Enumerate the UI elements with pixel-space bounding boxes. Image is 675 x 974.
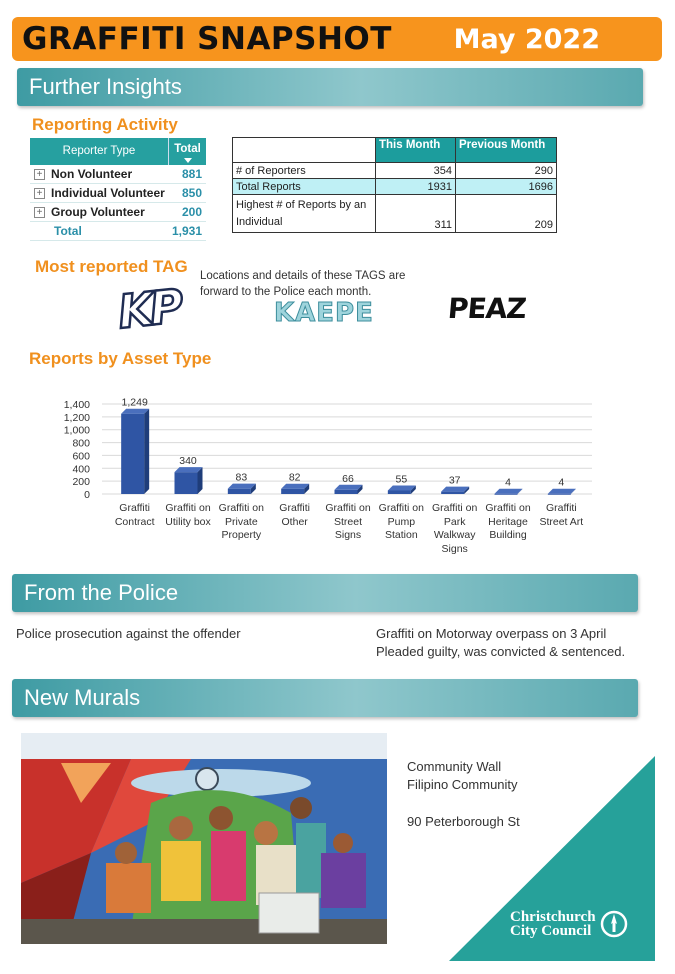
council-name-line2: City Council: [510, 923, 592, 939]
pivot-row-label: Individual Volunteer: [51, 186, 165, 200]
tag-note: Locations and details of these TAGS are forward to the Police each month.: [200, 270, 406, 298]
x-tick-label: Graffiti on Street Signs: [325, 502, 371, 541]
bar: [121, 414, 144, 494]
row-label: Total Reports: [233, 179, 376, 195]
bar: [175, 472, 198, 494]
y-tick-label: 0: [84, 489, 90, 501]
title-bar: [12, 17, 662, 61]
pivot-row-label: Group Volunteer: [51, 205, 145, 219]
col-previous-month: Previous Month: [456, 138, 557, 163]
row-label: # of Reporters: [233, 163, 376, 179]
council-logo: [510, 910, 628, 938]
section-new-murals: New Murals: [12, 679, 638, 717]
pivot-row: [30, 184, 206, 203]
month-comparison-table: [232, 137, 557, 233]
col-this-month: This Month: [376, 138, 456, 163]
previous-month-value: 1696: [456, 179, 557, 195]
this-month-value: 311: [376, 195, 456, 233]
y-tick-label: 600: [72, 450, 90, 463]
x-tick-label: Graffiti on Heritage Building: [485, 502, 531, 541]
section-from-the-police: From the Police: [12, 574, 638, 612]
data-label: 4: [505, 476, 511, 489]
data-label: 1,249: [121, 396, 148, 409]
bar: [548, 494, 571, 495]
data-label: 37: [448, 474, 461, 487]
this-month-value: 1931: [376, 179, 456, 195]
page-title: GRAFFITI SNAPSHOT: [22, 21, 392, 57]
x-tick-label: Graffiti on Utility box: [165, 502, 211, 528]
bar: [335, 490, 358, 494]
section-further-insights: Further Insights: [17, 68, 643, 106]
data-label: 83: [235, 471, 248, 484]
table-row: [233, 163, 557, 179]
pivot-row: [30, 165, 206, 184]
x-tick-label: Graffiti Other: [279, 502, 311, 528]
pivot-col-total[interactable]: Total: [168, 138, 206, 165]
pivot-total-value: 1,931: [171, 224, 202, 238]
most-reported-tag-heading: Most reported TAG: [35, 257, 188, 276]
mural-line2: Filipino Community: [407, 777, 518, 792]
police-left-text: Police prosecution against the offender: [16, 626, 241, 641]
y-tick-label: 200: [72, 476, 90, 489]
x-tick-label: Graffiti on Pump Station: [378, 502, 424, 541]
pivot-row-value: 881: [181, 167, 202, 181]
row-label: Highest # of Reports by an Individual: [233, 195, 376, 233]
pivot-row: [30, 203, 206, 222]
tag-kp: KP: [115, 278, 183, 340]
mural-line1: Community Wall: [407, 759, 502, 774]
bar: [281, 489, 304, 494]
police-right-line2: Pleaded guilty, was convicted & sentenced.: [376, 644, 626, 659]
expand-icon[interactable]: +: [34, 188, 45, 199]
y-tick-label: 1,000: [63, 424, 90, 437]
previous-month-value: 290: [456, 163, 557, 179]
pivot-row-value: 850: [181, 186, 202, 200]
data-label: 55: [395, 473, 408, 486]
pivot-header: [30, 138, 206, 165]
bar-side: [144, 409, 149, 494]
pivot-total-row: [30, 222, 206, 241]
tag-kaepe: KAEPE: [274, 298, 374, 328]
tag-peaz: PEAZ: [446, 292, 528, 325]
previous-month-value: 209: [456, 195, 557, 233]
table-header-row: [233, 138, 557, 163]
council-name-line1: Christchurch: [510, 909, 596, 925]
mural-photo: [21, 733, 387, 944]
data-label: 4: [558, 476, 565, 489]
data-label: 82: [288, 471, 301, 484]
y-tick-label: 1,200: [63, 411, 90, 424]
expand-icon[interactable]: +: [34, 169, 45, 180]
x-tick-label: Graffiti on Private Property: [218, 502, 264, 541]
chart-title: Reports by Asset Type: [29, 349, 212, 368]
bar: [495, 494, 518, 495]
table-row: [233, 179, 557, 195]
data-label: 66: [342, 472, 354, 485]
reporting-activity-heading: Reporting Activity: [32, 115, 178, 134]
council-emblem-icon: [600, 910, 628, 938]
pivot-total-label: Total: [54, 224, 82, 238]
y-tick-label: 1,400: [63, 399, 90, 411]
mural-image: [21, 733, 387, 944]
this-month-value: 354: [376, 163, 456, 179]
bar: [388, 490, 411, 494]
table-row: [233, 195, 557, 233]
x-tick-label: Graffiti Contract: [114, 502, 155, 528]
data-label: 340: [179, 455, 197, 468]
bar: [228, 489, 251, 494]
bar: [441, 492, 464, 494]
x-tick-label: Graffiti Street Art: [539, 502, 584, 528]
pivot-row-label: Non Volunteer: [51, 167, 133, 181]
pivot-row-value: 200: [181, 205, 202, 219]
table-corner-cell: [233, 138, 376, 163]
x-tick-label: Graffiti on Park Walkway Signs: [431, 502, 478, 555]
y-tick-label: 800: [72, 437, 90, 450]
pivot-col-type[interactable]: Reporter Type: [62, 145, 136, 157]
y-tick-label: 400: [72, 463, 90, 476]
mural-address: 90 Peterborough St: [407, 814, 520, 829]
expand-icon[interactable]: +: [34, 207, 45, 218]
page-date: May 2022: [453, 23, 600, 55]
reporter-pivot-table: [30, 138, 206, 241]
police-right-line1: Graffiti on Motorway overpass on 3 April: [376, 626, 607, 641]
